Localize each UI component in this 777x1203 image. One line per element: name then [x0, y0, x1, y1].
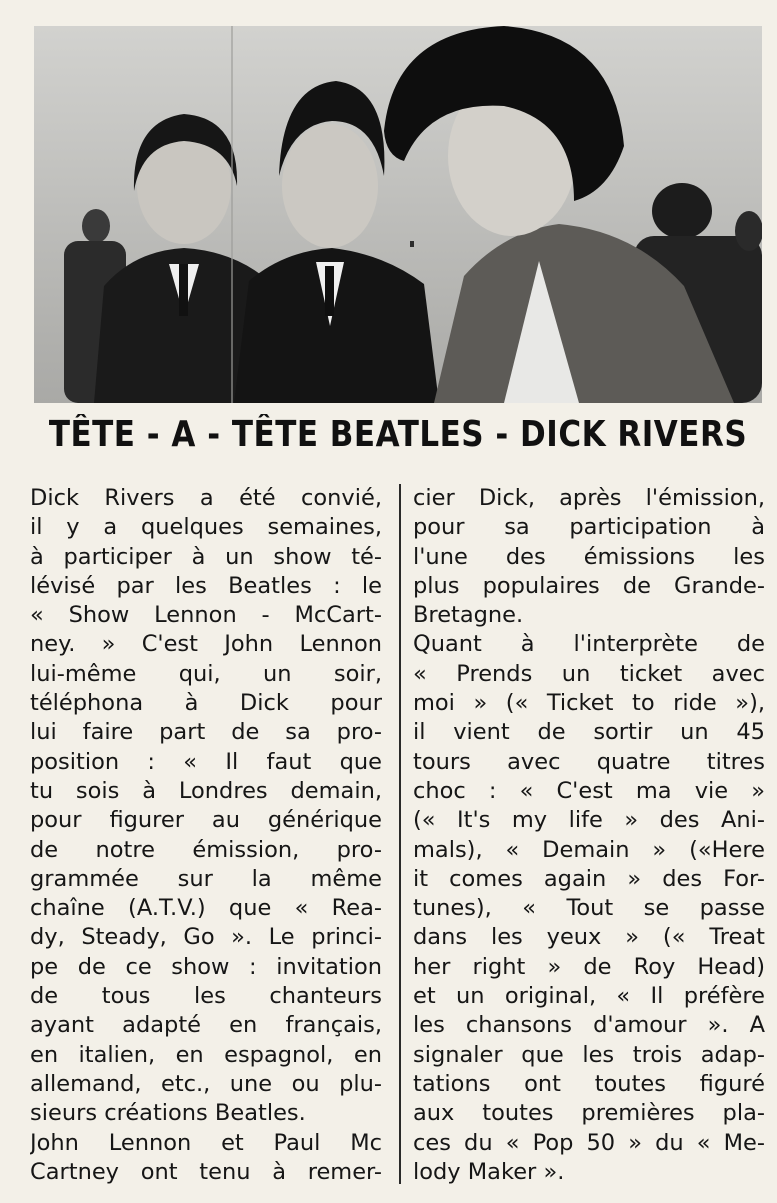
text-line: plus populaires de Grande-: [413, 572, 765, 599]
text-line: lody Maker ».: [413, 1158, 565, 1185]
text-line: aux toutes premières pla-: [413, 1100, 765, 1127]
text-line: dans les yeux » (« Treat: [413, 924, 765, 951]
text-line: signaler que les trois adap-: [413, 1041, 765, 1068]
text-line: ces du « Pop 50 » du « Me-: [413, 1129, 765, 1156]
text-line: grammée sur la même: [30, 865, 382, 892]
text-line: l'une des émissions les: [413, 543, 765, 570]
article-column-right: [413, 484, 765, 1187]
text-line: tu sois à Londres demain,: [30, 777, 382, 804]
text-line: tunes), « Tout se passe: [413, 895, 765, 922]
text-line: il y a quelques semaines,: [30, 514, 382, 541]
text-line: sieurs créations Beatles.: [30, 1100, 306, 1127]
text-line: dy, Steady, Go ». Le princi-: [30, 924, 382, 951]
text-line: Bretagne.: [413, 602, 524, 629]
text-line: tations ont toutes figuré: [413, 1070, 765, 1097]
text-line: « Prends un ticket avec: [413, 660, 765, 687]
text-line: choc : « C'est ma vie »: [413, 777, 765, 804]
photo-illustration: [34, 26, 762, 403]
text-line: Dick Rivers a été convié,: [30, 485, 382, 511]
text-line: (« It's my life » des Ani-: [413, 807, 765, 834]
text-line: pe de ce show : invitation: [30, 953, 382, 980]
text-line: lévisé par les Beatles : le: [30, 572, 382, 599]
text-line: pour figurer au générique: [30, 807, 382, 834]
column-divider: [399, 484, 401, 1184]
text-line: et un original, « Il préfère: [413, 983, 765, 1010]
text-line: moi » (« Ticket to ride »),: [413, 690, 765, 717]
article-column-left: [30, 484, 382, 1187]
text-line: allemand, etc., une ou plu-: [30, 1070, 382, 1097]
text-line: Cartney ont tenu à remer-: [30, 1158, 382, 1185]
text-line: mals), « Demain » («Here: [413, 836, 765, 863]
text-line: pour sa participation à: [413, 514, 765, 541]
text-line: en italien, en espagnol, en: [30, 1041, 382, 1068]
text-line: ney. » C'est John Lennon: [30, 631, 382, 658]
text-line: position : « Il faut que: [30, 748, 382, 775]
text-line: les chansons d'amour ». A: [413, 1012, 765, 1039]
text-line: de notre émission, pro-: [30, 836, 382, 863]
text-line: her right » de Roy Head): [413, 953, 765, 980]
text-line: tours avec quatre titres: [413, 748, 765, 775]
text-line: cier Dick, après l'émission,: [413, 485, 765, 511]
text-line: it comes again » des For-: [413, 865, 765, 892]
text-line: Quant à l'interprète de: [413, 631, 765, 658]
text-line: « Show Lennon - McCart-: [30, 602, 382, 629]
text-line: chaîne (A.T.V.) que « Rea-: [30, 895, 382, 922]
article-headline: TÊTE - A - TÊTE BEATLES - DICK RIVERS: [48, 414, 748, 456]
text-line: téléphona à Dick pour: [30, 690, 382, 717]
text-line: de tous les chanteurs: [30, 983, 382, 1010]
text-line: à participer à un show té-: [30, 543, 382, 570]
article-photo: [34, 26, 762, 403]
text-line: John Lennon et Paul Mc: [30, 1129, 382, 1156]
text-line: lui-même qui, un soir,: [30, 660, 382, 687]
text-line: ayant adapté en français,: [30, 1012, 382, 1039]
text-line: il vient de sortir un 45: [413, 719, 765, 746]
text-line: lui faire part de sa pro-: [30, 719, 382, 746]
